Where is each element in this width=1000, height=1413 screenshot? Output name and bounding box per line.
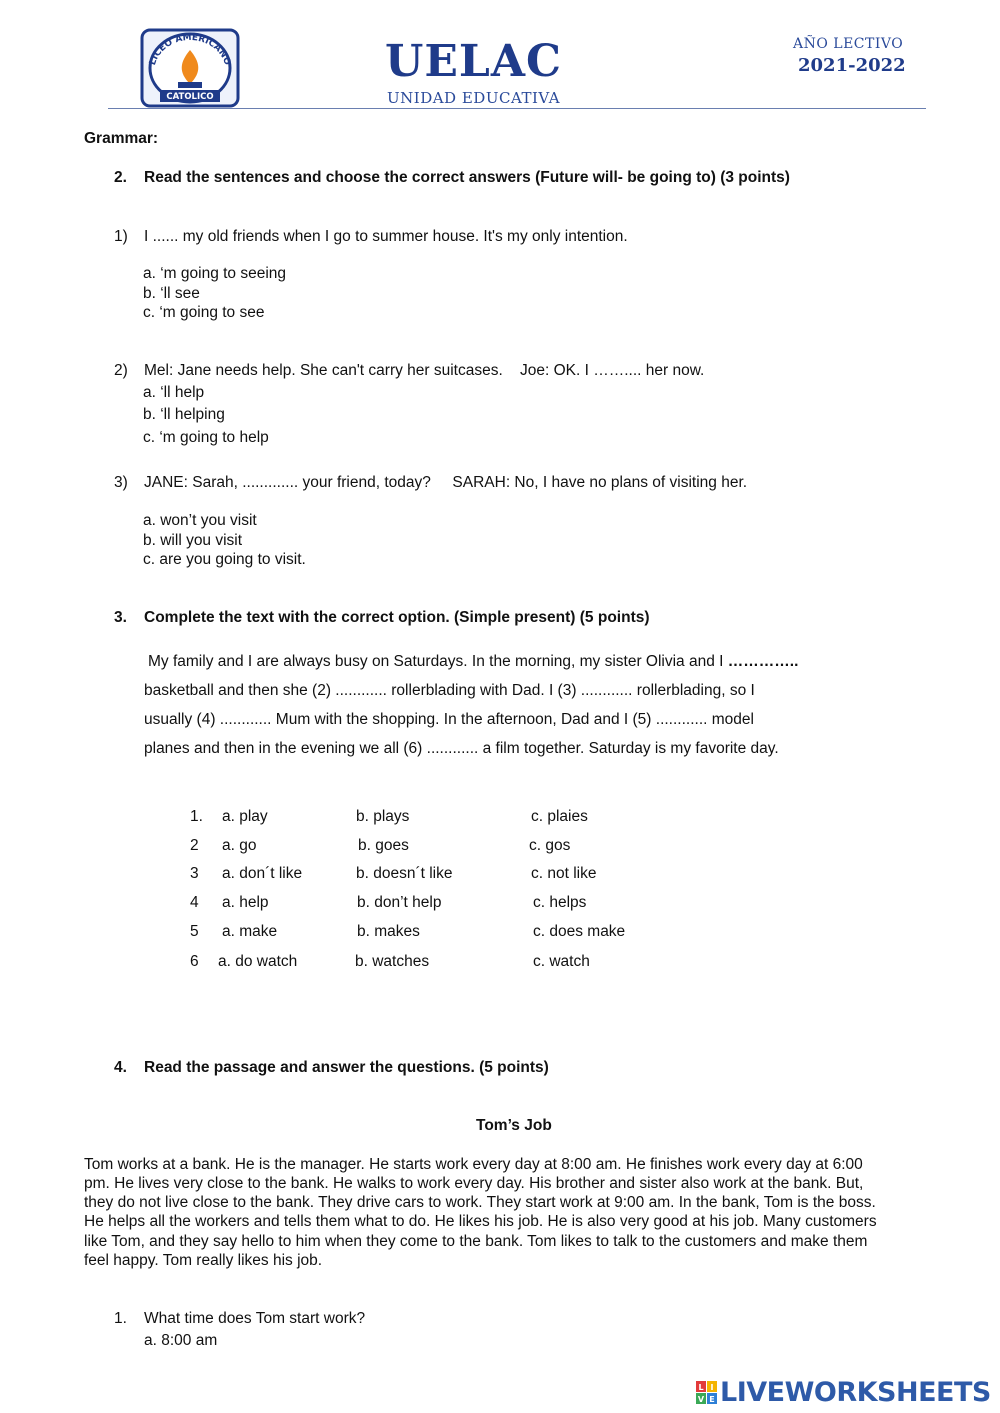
option-c[interactable]: c. plaies (531, 808, 588, 825)
badge-letter: L (698, 1383, 704, 1392)
section4-title: Read the passage and answer the questions. (5 points) (144, 1059, 549, 1076)
liveworksheets-badge-icon (696, 1381, 718, 1405)
answer-option[interactable]: a. 8:00 am (144, 1332, 218, 1349)
option-a[interactable]: a. help (222, 894, 269, 911)
cloze-text-line: basketball and then she (2) ............ rollerblading with Dad. I (3) ............ rollerblading, so I (144, 682, 755, 699)
question-text: JANE: Sarah, ............. your friend, today? SARAH: No, I have no plans of visiting her. (144, 474, 748, 491)
year-value: 2021-2022 (798, 55, 906, 76)
header-divider (108, 108, 926, 109)
answer-option[interactable]: b. ‘ll helping (143, 406, 225, 423)
question-number: 2) (114, 362, 128, 379)
question-text: I ...... my old friends when I go to summer house. It's my only intention. (144, 228, 628, 245)
question-text: What time does Tom start work? (144, 1310, 366, 1327)
answer-option[interactable]: a. ‘m going to seeing (143, 265, 287, 282)
option-a[interactable]: a. don´t like (222, 865, 303, 882)
option-c[interactable]: c. not like (531, 865, 597, 882)
school-name: UELAC (385, 36, 563, 87)
liveworksheets-wordmark: LIVEWORKSHEETS (720, 1377, 991, 1408)
passage-line: pm. He lives very close to the bank. He walks to work every day. His brother and sister also work at the bank. But, (84, 1175, 864, 1192)
section3-title: Complete the text with the correct option. (Simple present) (5 points) (144, 609, 650, 626)
answer-option[interactable]: c. are you going to visit. (143, 551, 306, 568)
option-c[interactable]: c. does make (533, 923, 626, 940)
option-b[interactable]: b. plays (356, 808, 410, 825)
option-c[interactable]: c. gos (529, 837, 571, 854)
badge-letter: I (710, 1383, 714, 1392)
passage-line: He helps all the workers and tells them what to do. He likes his job. He is also very good at his job. Many customers (84, 1213, 877, 1230)
question-text: Mel: Jane needs help. She can't carry her suitcases. Joe: OK. I …….... her now. (144, 362, 705, 379)
option-row-number: 2 (190, 837, 199, 854)
option-c[interactable]: c. watch (533, 953, 590, 970)
question-number: 1. (114, 1310, 127, 1327)
option-row-number: 5 (190, 923, 199, 940)
passage-line: Tom works at a bank. He is the manager. He starts work every day at 8:00 am. He finishes work every day at 6:00 (84, 1156, 863, 1173)
cloze-text: My family and I are always busy on Saturdays. In the morning, my sister Olivia and I (148, 653, 724, 670)
badge-letter: E (709, 1395, 715, 1404)
cloze-text-line: usually (4) ............ Mum with the shopping. In the afternoon, Dad and I (5) ............ model (144, 711, 754, 728)
answer-option[interactable]: c. ‘m going to see (143, 304, 265, 321)
answer-option[interactable]: b. ‘ll see (143, 285, 200, 302)
logo-text-top: LICEO AMERICANO (147, 32, 233, 67)
section2-title: Read the sentences and choose the correct answers (Future will- be going to) (3 points) (144, 169, 790, 186)
option-row-number: 4 (190, 894, 199, 911)
option-a[interactable]: a. do watch (218, 953, 298, 970)
cloze-text-line: planes and then in the evening we all (6) ............ a film together. Saturday is my favorite day. (144, 740, 779, 757)
school-logo (140, 28, 240, 108)
answer-option[interactable]: a. won’t you visit (143, 512, 257, 529)
answer-option[interactable]: a. ‘ll help (143, 384, 205, 401)
cloze-text-line (148, 652, 798, 671)
passage-line: feel happy. Tom really likes his job. (84, 1252, 323, 1269)
answer-option[interactable]: c. ‘m going to help (143, 429, 269, 446)
school-subtitle: UNIDAD EDUCATIVA (387, 89, 561, 107)
logo-text-bottom: CATOLICO (166, 92, 214, 102)
option-row-number: 6 (190, 953, 199, 970)
option-row-number: 3 (190, 865, 199, 882)
option-a[interactable]: a. go (222, 837, 257, 854)
option-b[interactable]: b. watches (355, 953, 430, 970)
option-b[interactable]: b. don’t help (357, 894, 442, 911)
option-b[interactable]: b. makes (357, 923, 420, 940)
section2-number: 2. (114, 169, 127, 186)
year-label: AÑO LECTIVO (793, 36, 904, 52)
question-number: 3) (114, 474, 128, 491)
option-b[interactable]: b. doesn´t like (356, 865, 453, 882)
option-row-number: 1. (190, 808, 203, 825)
answer-option[interactable]: b. will you visit (143, 532, 243, 549)
cloze-blank: ………….. (727, 653, 799, 670)
question-number: 1) (114, 228, 128, 245)
option-b[interactable]: b. goes (358, 837, 409, 854)
section4-number: 4. (114, 1059, 127, 1076)
passage-title: Tom’s Job (476, 1117, 552, 1134)
option-a[interactable]: a. make (222, 923, 278, 940)
badge-letter: V (697, 1395, 705, 1404)
passage-line: they do not live close to the bank. They drive cars to work. They start work at 9:00 am. In the bank, Tom is the boss. (84, 1194, 876, 1211)
option-c[interactable]: c. helps (533, 894, 587, 911)
section3-number: 3. (114, 609, 127, 626)
option-a[interactable]: a. play (222, 808, 268, 825)
passage-line: like Tom, and they say hello to him when they come to the bank. Tom likes to talk to the customers and make them (84, 1233, 868, 1250)
liveworksheets-brand (696, 1377, 996, 1409)
grammar-heading: Grammar: (84, 130, 159, 147)
